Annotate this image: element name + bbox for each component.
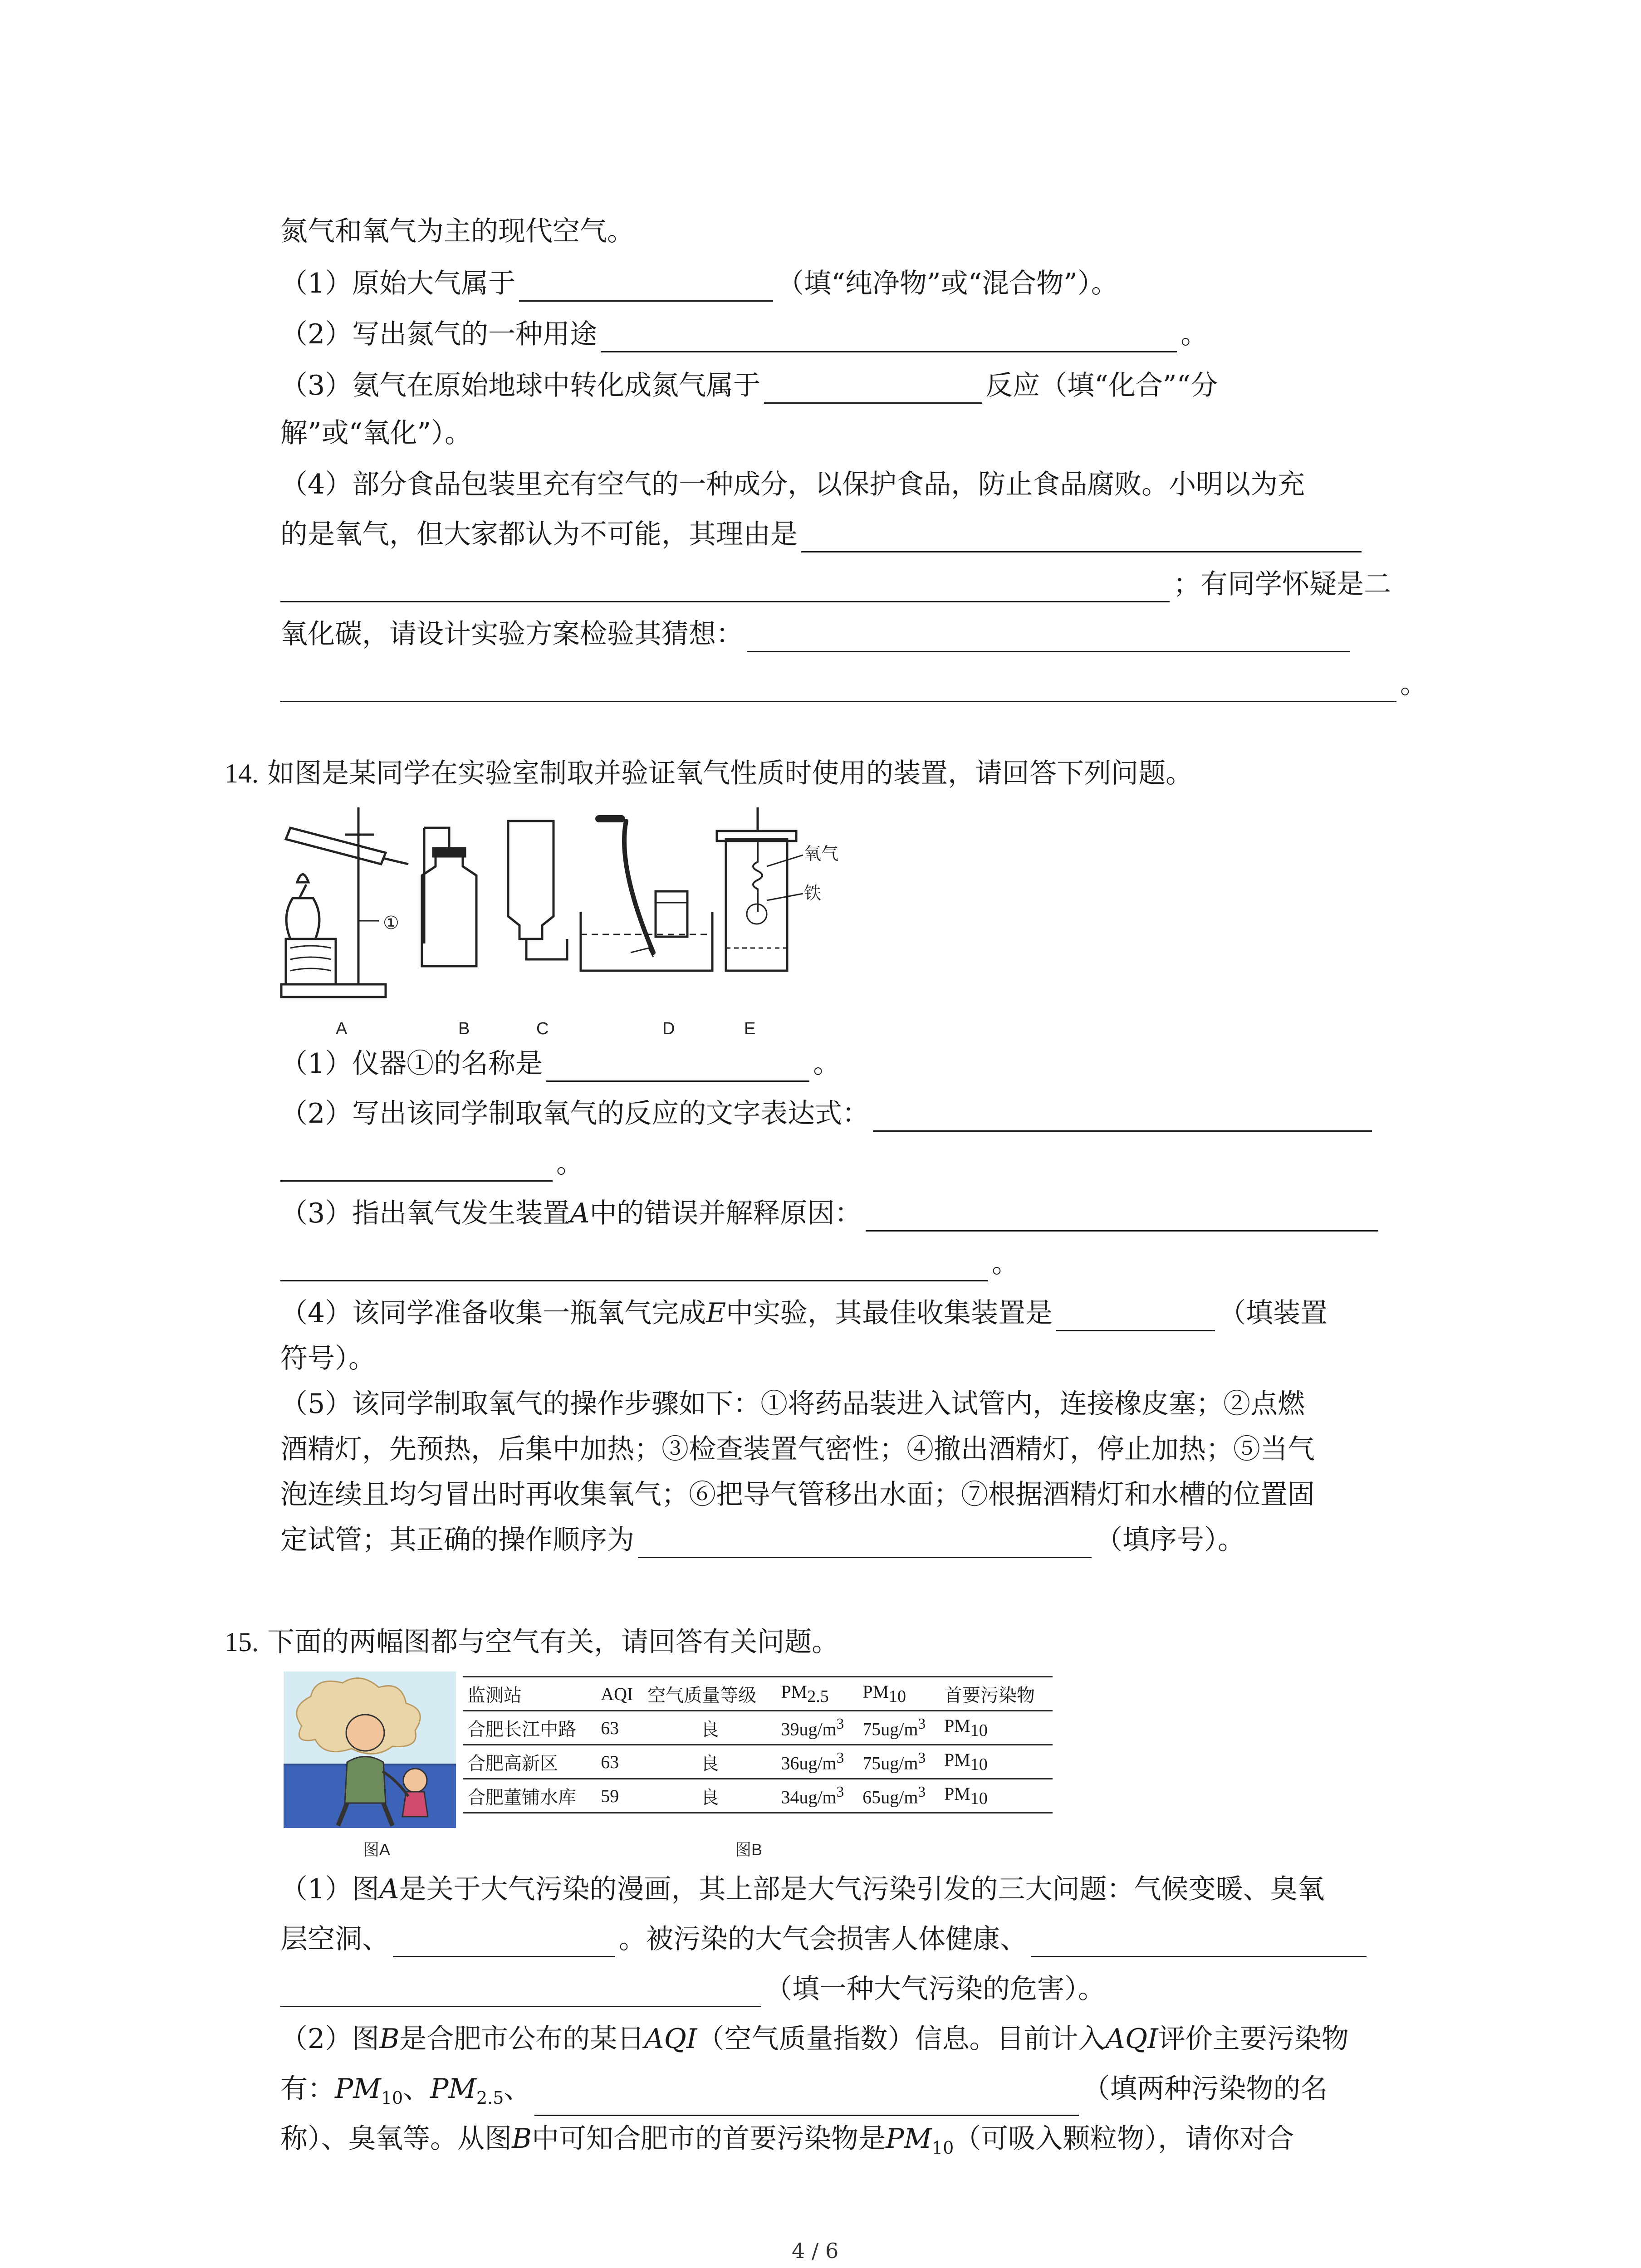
q13-part4-line3: ；有同学怀疑是二 xyxy=(280,566,1391,602)
apparatus-b-collecting-bottle xyxy=(422,828,476,966)
q14-part1: （1）仪器①的名称是 。 xyxy=(280,1046,840,1082)
q15-part2-line2: 有：$PM_{10}$、$PM_{2.5}$、 （填两种污染物的名 xyxy=(280,2071,1327,2116)
q14-part5-line3: 泡连续且均匀冒出时再收集氧气；⑥把导气管移出水面；⑦根据酒精灯和水槽的位置固 xyxy=(280,1479,1315,1510)
q14-part5-line1: （5）该同学制取氧气的操作步骤如下：①将药品装进入试管内，连接橡皮塞；②点燃 xyxy=(280,1388,1305,1420)
answer-blank[interactable] xyxy=(280,673,1396,702)
q15-part2: （2）图B是合肥市公布的某日AQI（空气质量指数）信息。目前计入AQI评价主要污染物 xyxy=(280,2023,1349,2055)
q15-part2-line3: 称）、臭氧等。从图B中可知合肥市的首要污染物是$PM_{10}$（可吸入颗粒物），请你对合 xyxy=(280,2123,1294,2158)
apparatus-c-inverted-bottle xyxy=(508,821,567,959)
header-station: 监测站 xyxy=(463,1677,596,1711)
answer-blank[interactable] xyxy=(801,523,1362,552)
q14-part2: （2）写出该同学制取氧气的反应的文字表达式： xyxy=(280,1095,1376,1132)
answer-blank[interactable] xyxy=(764,374,982,404)
instrument-marker-1: ① xyxy=(383,913,399,933)
q13-part4-line4: 氧化碳，请设计实验方案检验其猜想： xyxy=(280,616,1354,652)
q13-part3-line2: 解”或“氧化”）。 xyxy=(280,417,472,449)
answer-blank[interactable] xyxy=(873,1102,1372,1132)
q13-part3: （3）氨气在原始地球中转化成氮气属于 反应（填“化合”“分 xyxy=(280,367,1218,404)
q15-part1-line3: （填一种大气污染的危害）。 xyxy=(280,1971,1105,2007)
answer-blank[interactable] xyxy=(280,573,1170,602)
answer-blank[interactable] xyxy=(1031,1928,1367,1957)
q13-part2: （2）写出氮气的一种用途 。 xyxy=(280,316,1208,352)
answer-blank[interactable] xyxy=(280,1252,988,1281)
figure-b-caption: 图B xyxy=(735,1840,763,1859)
q13-part4-line1: （4）部分食品包装里充有空气的一种成分，以保护食品，防止食品腐败。小明以为充 xyxy=(280,469,1305,500)
figure-label-d: D xyxy=(662,1019,675,1038)
figure-a-pollution-cartoon xyxy=(284,1672,456,1828)
answer-blank[interactable] xyxy=(601,323,1177,352)
figure-label-b: B xyxy=(458,1019,470,1038)
answer-blank[interactable] xyxy=(393,1928,615,1957)
q14-part3: （3）指出氧气发生装置A中的错误并解释原因： xyxy=(280,1195,1382,1232)
q15-stem: 15. 下面的两幅图都与空气有关，请回答有关问题。 xyxy=(225,1626,839,1658)
header-aqi: AQI xyxy=(596,1677,643,1711)
answer-blank[interactable] xyxy=(866,1202,1378,1232)
label-oxygen: 氧气 xyxy=(804,845,839,864)
apparatus-d-water-trough xyxy=(581,819,712,971)
q14-part5-line2: 酒精灯，先预热，后集中加热；③检查装置气密性；④撤出酒精灯，停止加热；⑤当气 xyxy=(280,1433,1315,1465)
apparatus-figure xyxy=(272,803,871,1039)
q15-part1: （1）图A是关于大气污染的漫画，其上部是大气污染引发的三大问题：气候变暖、臭氧 xyxy=(280,1873,1325,1905)
answer-blank[interactable] xyxy=(747,623,1350,652)
answer-blank[interactable] xyxy=(534,2087,1079,2116)
q14-part2-line2: 。 xyxy=(280,1145,583,1182)
q14-part4-line2: 符号）。 xyxy=(280,1343,376,1374)
q14-stem: 14. 如图是某同学在实验室制取并验证氧气性质时使用的装置，请回答下列问题。 xyxy=(225,758,1193,789)
figure-label-c: C xyxy=(536,1019,549,1038)
header-quality-level: 空气质量等级 xyxy=(643,1677,776,1711)
table-row: 合肥高新区 63 良 $36ug/m^3$ $75ug/m^3$ $PM_{10}$ xyxy=(463,1745,1053,1779)
answer-blank[interactable] xyxy=(1056,1302,1215,1331)
q13-part4-line5: 。 xyxy=(280,666,1427,702)
table-row: 合肥董铺水库 59 良 $34ug/m^3$ $65ug/m^3$ $PM_{10}$ xyxy=(463,1779,1053,1813)
page-number: 4 / 6 xyxy=(792,2239,839,2263)
q14-part5-line4: 定试管；其正确的操作顺序为 （填序号）。 xyxy=(280,1522,1245,1558)
apparatus-e-combustion-bottle xyxy=(717,807,803,971)
figure-label-e: E xyxy=(744,1019,756,1038)
figure-a-caption: 图A xyxy=(363,1840,391,1859)
q14-part3-line2: 。 xyxy=(280,1245,1019,1281)
q15-part1-line2: 层空洞、 。被污染的大气会损害人体健康、 xyxy=(280,1921,1370,1957)
header-pm10: $PM_{10}$ xyxy=(858,1677,940,1711)
answer-blank[interactable] xyxy=(638,1529,1092,1558)
q14-part4: （4）该同学准备收集一瓶氧气完成E中实验，其最佳收集装置是 （填装置 xyxy=(280,1295,1327,1331)
apparatus-a-iron-stand xyxy=(281,807,408,997)
table-header-row xyxy=(463,1677,1053,1711)
header-primary-pollutant: 首要污染物 xyxy=(940,1677,1053,1711)
q13-part1: （1）原始大气属于 （填“纯净物”或“混合物”）。 xyxy=(280,265,1118,302)
answer-blank[interactable] xyxy=(519,272,773,302)
figure-label-a: A xyxy=(336,1019,348,1038)
label-iron: 铁 xyxy=(804,884,822,903)
q13-part4-line2: 的是氧气，但大家都认为不可能，其理由是 xyxy=(280,516,1365,552)
table-row: 合肥长江中路 63 良 $39ug/m^3$ $75ug/m^3$ $PM_{10}$ xyxy=(463,1711,1053,1745)
figure-b-aqi-table xyxy=(463,1676,1053,1813)
q13-intro-tail: 氮气和氧气为主的现代空气。 xyxy=(280,215,634,247)
answer-blank[interactable] xyxy=(546,1052,809,1082)
header-pm25: $PM_{2.5}$ xyxy=(776,1677,858,1711)
answer-blank[interactable] xyxy=(280,1152,553,1182)
answer-blank[interactable] xyxy=(280,1978,761,2007)
